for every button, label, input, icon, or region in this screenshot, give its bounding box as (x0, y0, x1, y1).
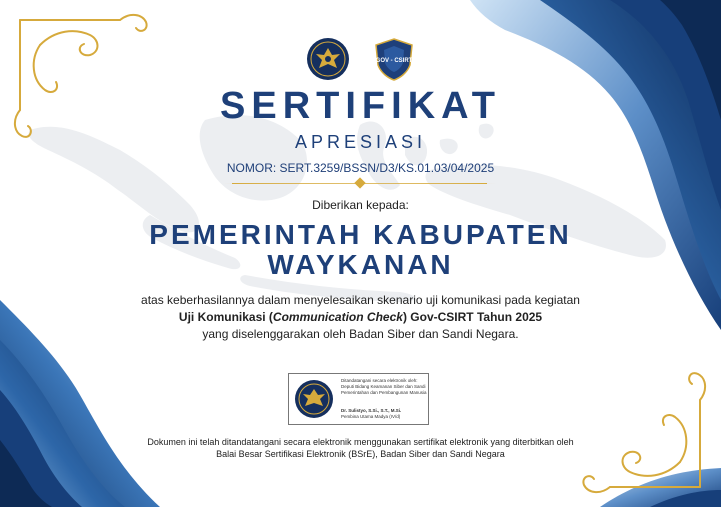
electronic-signature-box (288, 373, 429, 425)
recipient-line-2: WAYKANAN (267, 249, 454, 280)
signatory-name: Dr. Sulistyo, S.Si., S.T., M.Si. (341, 408, 402, 413)
signature-text (341, 378, 427, 397)
signatory (341, 408, 427, 420)
body-line-1: atas keberhasilannya dalam menyelesaikan skenario uji komunikasi pada kegiatan (141, 293, 580, 307)
recipient-name (0, 220, 721, 280)
event-name-suffix: ) Gov-CSIRT Tahun 2025 (402, 310, 543, 324)
signatory-rank: Pembina Utama Madya (IV/d) (341, 414, 401, 419)
certificate-number: NOMOR: SERT.3259/BSSN/D3/KS.01.03/04/2025 (226, 161, 495, 175)
certificate-subtitle: APRESIASI (294, 132, 427, 152)
signature-line-3: Pemerintahan dan Pembangunan Manusia (341, 390, 427, 396)
event-name-italic: Communication Check (272, 310, 403, 324)
bssn-seal-icon (294, 378, 334, 420)
event-name-prefix: Uji Komunikasi ( (178, 310, 273, 324)
footer-line-2: Balai Besar Sertifikasi Elektronik (BSrE), Badan Siber dan Sandi Negara (216, 449, 505, 459)
signature-line-1: Ditandatangani secara elektronik oleh: (341, 378, 418, 383)
signature-line-2: Deputi Bidang Keamanan Siber dan Sandi (341, 384, 426, 390)
body-line-3: yang diselenggarakan oleh Badan Siber dan Sandi Negara. (202, 327, 519, 341)
gov-csirt-shield-icon (372, 37, 416, 81)
body-line-2 (0, 309, 721, 326)
footer-line-1: Dokumen ini telah ditandatangani secara elektronik menggunakan sertifikat elektronik yang diterbitkan oleh (147, 437, 574, 447)
recipient-line-1: PEMERINTAH KABUPATEN (149, 219, 572, 250)
certificate-body (0, 292, 721, 343)
gov-csirt-logo-text: GOV - CSIRT (375, 58, 412, 64)
given-to-label: Diberikan kepada: (312, 198, 409, 212)
footer-note (0, 436, 721, 460)
logo-row (0, 37, 721, 81)
bssn-emblem-icon (306, 37, 350, 81)
certificate-title: SERTIFIKAT (220, 85, 501, 127)
